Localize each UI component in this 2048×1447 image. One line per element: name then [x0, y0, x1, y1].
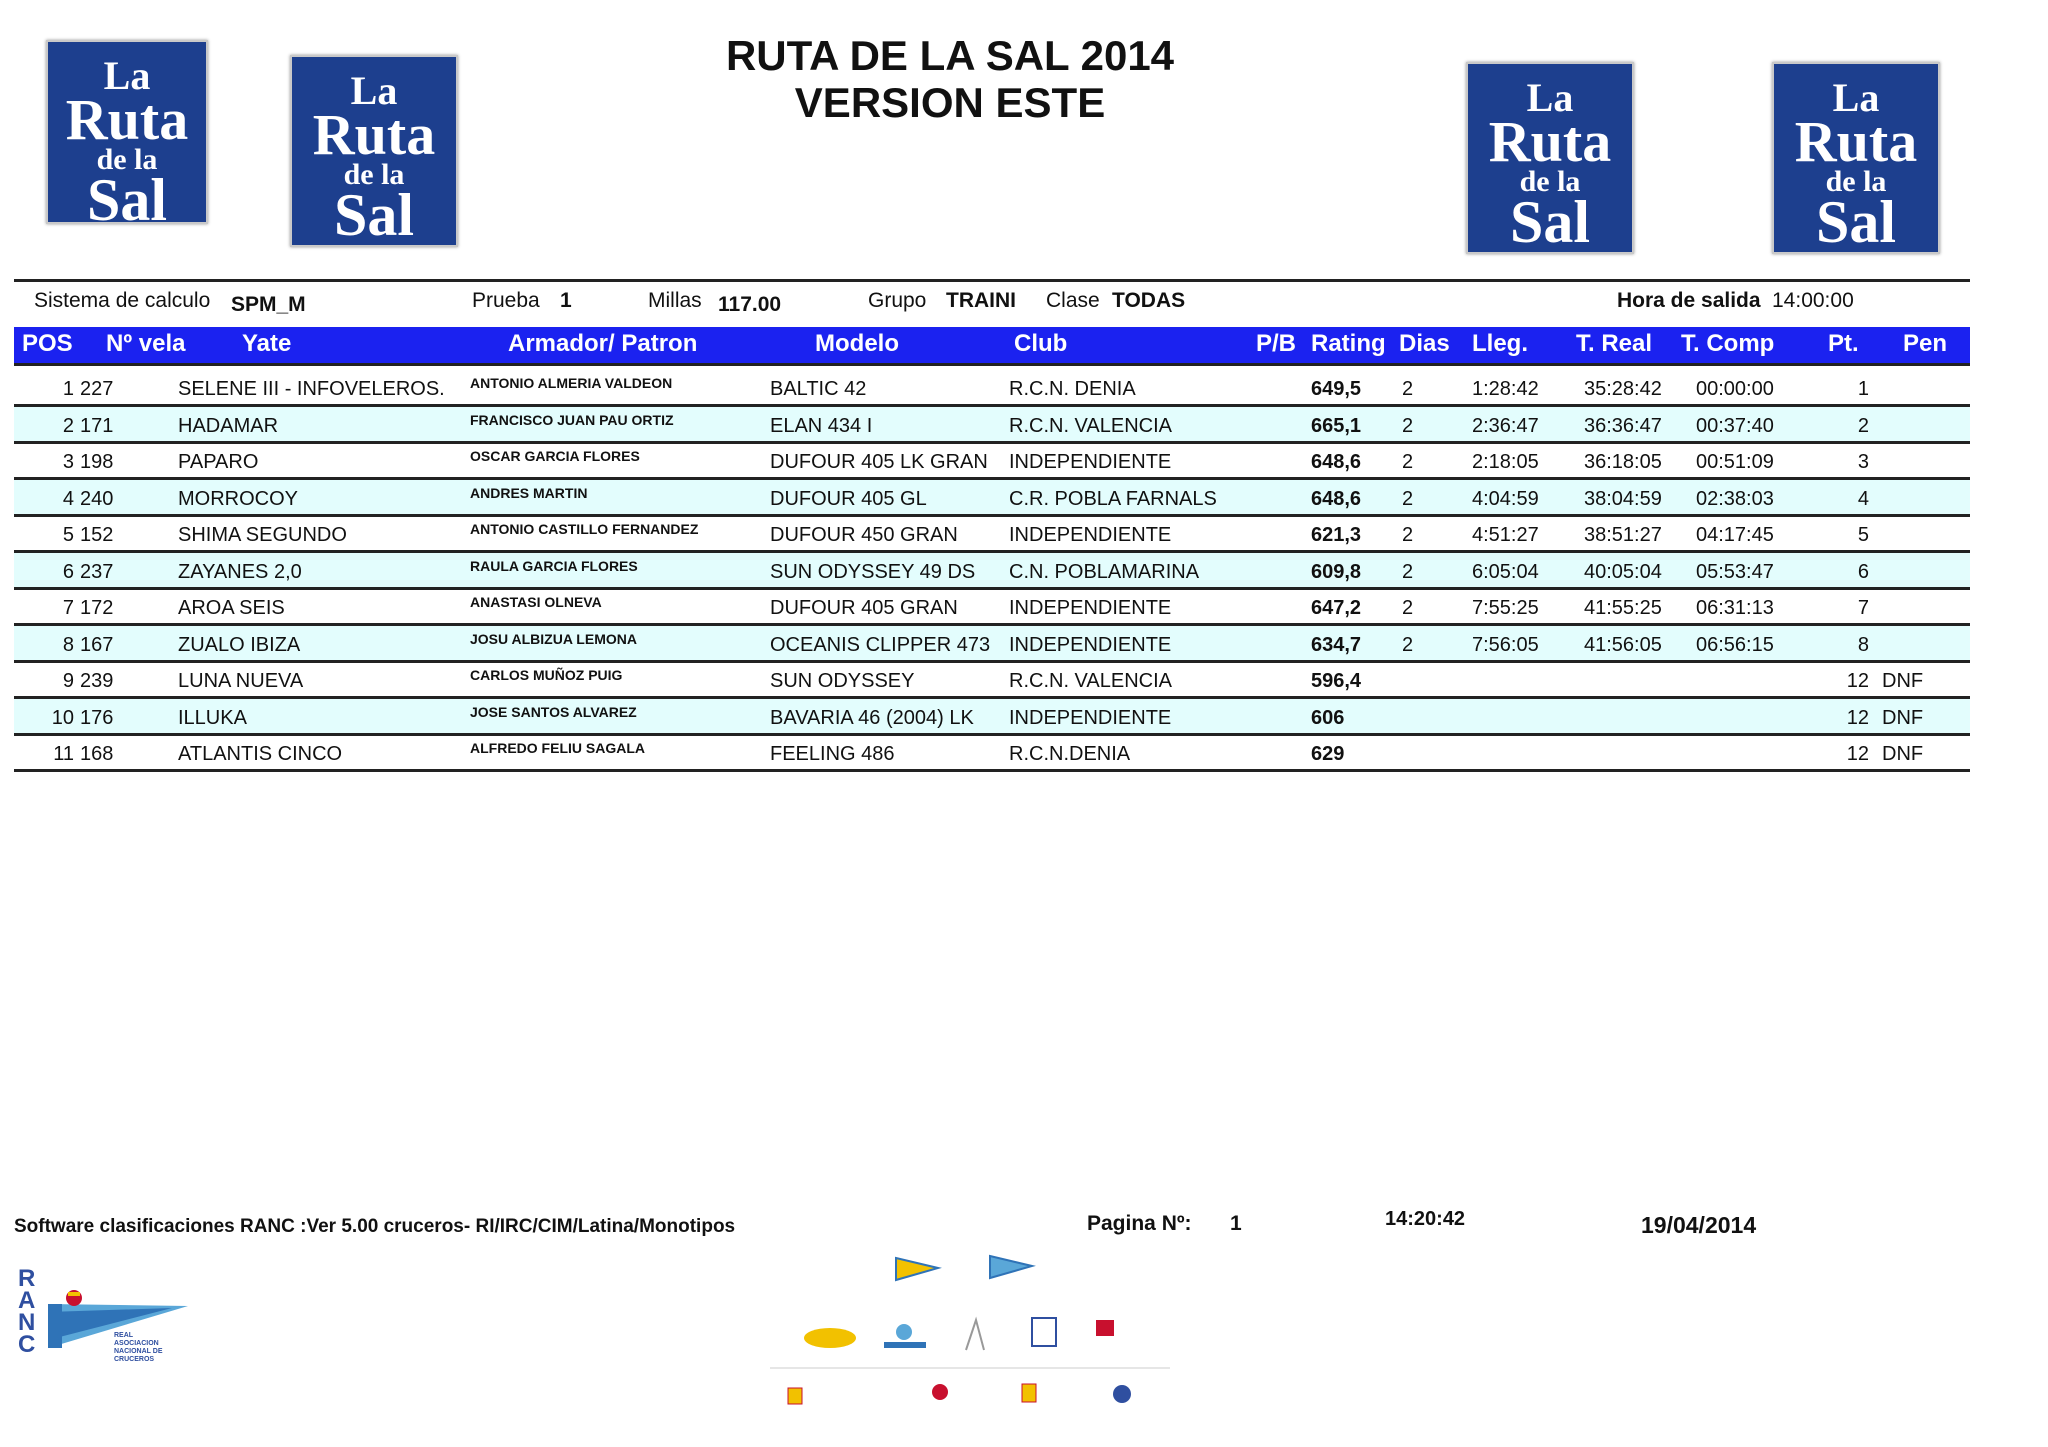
cell-yate: PAPARO [178, 451, 259, 473]
cell-vela: 237 [80, 560, 114, 583]
cell-rating: 609,8 [1311, 560, 1362, 583]
title-line-2: VERSION ESTE [794, 79, 1106, 126]
sponsor-logos-icon [770, 1250, 1170, 1430]
table-row [14, 626, 1970, 663]
cell-vela: 198 [80, 451, 114, 473]
cell-pos: 2 [62, 414, 74, 437]
table-row [14, 443, 1970, 480]
cell-club: R.C.N. VALENCIA [1009, 414, 1172, 437]
table-row [14, 735, 1970, 772]
cell-modelo: SUN ODYSSEY [770, 670, 915, 692]
table-row [14, 516, 1970, 553]
ranc-text: REAL ASOCIACION NACIONAL DE CRUCEROS [114, 1332, 163, 1363]
page-title [680, 32, 1220, 126]
cell-lleg: 4:51:27 [1472, 524, 1539, 546]
cell-treal: 38:51:27 [1584, 524, 1662, 546]
cell-treal: 38:04:59 [1584, 487, 1662, 510]
cell-dias: 2 [1402, 560, 1414, 583]
table-row [14, 370, 1970, 407]
cell-yate: SELENE III - INFOVELEROS. [178, 378, 445, 400]
cell-lleg: 2:36:47 [1472, 414, 1539, 437]
cell-rating: 647,2 [1311, 597, 1362, 619]
cell-modelo: DUFOUR 405 LK GRAN [770, 451, 988, 473]
cell-yate: ZUALO IBIZA [178, 633, 301, 656]
col-yate: Yate [242, 330, 292, 357]
cell-pt: 1 [1857, 378, 1869, 400]
cell-dias: 2 [1402, 597, 1414, 619]
ruta-logo-1: La Ruta de la Sal [46, 40, 208, 224]
millas-label: Millas [648, 289, 702, 312]
cell-pt: 4 [1857, 487, 1869, 510]
cell-vela: 227 [80, 378, 114, 400]
cell-treal: 35:28:42 [1584, 378, 1662, 400]
cell-rating: 648,6 [1311, 487, 1362, 510]
col-tcomp: T. Comp [1681, 330, 1775, 357]
cell-pt: 7 [1857, 597, 1869, 619]
header-divider [14, 363, 1970, 366]
cell-pt: 6 [1857, 560, 1869, 583]
grupo-value: TRAINI [946, 289, 1016, 312]
cell-modelo: BAVARIA 46 (2004) LK [770, 706, 974, 729]
clase-label: Clase [1046, 289, 1100, 312]
cell-treal: 36:36:47 [1584, 414, 1662, 437]
cell-armador: ANTONIO CASTILLO FERNANDEZ [470, 521, 699, 537]
cell-armador: JOSU ALBIZUA LEMONA [470, 630, 637, 647]
clase-value: TODAS [1112, 289, 1186, 312]
cell-pos: 1 [62, 378, 74, 400]
table-row [14, 662, 1970, 699]
print-date: 19/04/2014 [1641, 1212, 1757, 1238]
pagina-label: Pagina Nº: [1087, 1212, 1192, 1235]
cell-yate: HADAMAR [178, 414, 279, 437]
col-armador: Armador/ Patron [508, 330, 698, 357]
cell-vela: 172 [80, 597, 114, 619]
cell-modelo: ELAN 434 I [770, 414, 873, 437]
cell-armador: ANTONIO ALMERIA VALDEON [470, 375, 673, 391]
cell-armador: ALFREDO FELIU SAGALA [470, 740, 645, 756]
ruta-logo-4: La Ruta de la Sal [1772, 62, 1940, 254]
cell-modelo: OCEANIS CLIPPER 473 [770, 633, 991, 656]
cell-modelo: DUFOUR 405 GL [770, 487, 927, 510]
cell-vela: 171 [80, 414, 114, 437]
table-row [14, 480, 1970, 517]
cell-armador: ANDRES MARTIN [470, 484, 588, 501]
cell-yate: LUNA NUEVA [178, 670, 304, 692]
cell-vela: 240 [80, 487, 114, 510]
cell-pt: 8 [1857, 633, 1869, 656]
cell-pos: 10 [51, 706, 74, 729]
cell-club: INDEPENDIENTE [1009, 597, 1172, 619]
results-table-header [14, 327, 1970, 363]
col-club: Club [1014, 330, 1068, 357]
table-row [14, 589, 1970, 626]
cell-modelo: DUFOUR 450 GRAN [770, 524, 958, 546]
cell-yate: ATLANTIS CINCO [178, 743, 343, 765]
cell-pos: 8 [62, 633, 74, 656]
cell-tcomp: 04:17:45 [1696, 524, 1774, 546]
ranc-letters: R A N C [18, 1265, 36, 1358]
cell-armador: RAULA GARCIA FLORES [470, 557, 638, 574]
cell-tcomp: 00:37:40 [1696, 414, 1774, 437]
cell-treal: 36:18:05 [1584, 451, 1662, 473]
cell-pos: 4 [62, 487, 74, 510]
cell-rating: 621,3 [1311, 524, 1362, 546]
col-dias: Dias [1399, 330, 1450, 357]
cell-lleg: 7:55:25 [1472, 597, 1539, 619]
cell-vela: 239 [80, 670, 114, 692]
cell-lleg: 4:04:59 [1472, 487, 1539, 510]
cell-dias: 2 [1402, 524, 1414, 546]
cell-rating: 596,4 [1311, 670, 1362, 692]
cell-pt: 5 [1857, 524, 1869, 546]
cell-tcomp: 00:00:00 [1696, 378, 1774, 400]
col-treal: T. Real [1576, 330, 1653, 357]
cell-rating: 629 [1311, 743, 1345, 765]
cell-rating: 665,1 [1311, 414, 1362, 437]
table-row [14, 553, 1970, 590]
cell-modelo: FEELING 486 [770, 743, 895, 765]
cell-tcomp: 00:51:09 [1696, 451, 1774, 473]
cell-pt: 12 [1846, 670, 1869, 692]
cell-dias: 2 [1402, 378, 1414, 400]
sistema-label: Sistema de calculo [34, 289, 211, 312]
cell-lleg: 6:05:04 [1472, 560, 1539, 583]
cell-treal: 41:56:05 [1584, 633, 1662, 656]
cell-pos: 11 [53, 743, 74, 765]
table-row [14, 699, 1970, 736]
cell-club: INDEPENDIENTE [1009, 633, 1172, 656]
cell-pt: 2 [1857, 414, 1869, 437]
cell-club: R.C.N.DENIA [1009, 743, 1131, 765]
cell-armador: OSCAR GARCIA FLORES [470, 448, 640, 464]
cell-pt: 12 [1846, 706, 1869, 729]
cell-pos: 7 [62, 597, 74, 619]
cell-armador: JOSE SANTOS ALVAREZ [470, 703, 637, 720]
cell-treal: 40:05:04 [1584, 560, 1662, 583]
cell-yate: ZAYANES 2,0 [178, 560, 302, 583]
cell-vela: 152 [80, 524, 114, 546]
cell-treal: 41:55:25 [1584, 597, 1662, 619]
cell-pos: 6 [62, 560, 74, 583]
cell-club: C.R. POBLA FARNALS [1009, 487, 1217, 510]
ruta-logo-2: La Ruta de la Sal [290, 55, 458, 247]
cell-rating: 648,6 [1311, 451, 1362, 473]
col-lleg: Lleg. [1472, 330, 1529, 357]
cell-pos: 5 [62, 524, 74, 546]
cell-rating: 649,5 [1311, 378, 1362, 400]
cell-tcomp: 05:53:47 [1696, 560, 1774, 583]
cell-pen: DNF [1882, 706, 1924, 729]
sponsor-logos [770, 1250, 1170, 1430]
cell-yate: SHIMA SEGUNDO [178, 524, 347, 546]
cell-vela: 167 [80, 633, 114, 656]
cell-rating: 634,7 [1311, 633, 1362, 656]
cell-pen: DNF [1882, 743, 1924, 765]
ruta-logo-3: La Ruta de la Sal [1466, 62, 1634, 254]
cell-club: INDEPENDIENTE [1009, 706, 1172, 729]
cell-dias: 2 [1402, 487, 1414, 510]
cell-club: R.C.N. VALENCIA [1009, 670, 1172, 692]
cell-club: INDEPENDIENTE [1009, 524, 1172, 546]
ranc-logo [14, 1262, 194, 1382]
cell-yate: ILLUKA [178, 706, 247, 729]
top-divider [14, 279, 1970, 282]
cell-club: C.N. POBLAMARINA [1009, 560, 1200, 583]
hora-label: Hora de salida [1617, 289, 1761, 312]
cell-dias: 2 [1402, 414, 1414, 437]
cell-pt: 12 [1846, 743, 1869, 765]
col-pen: Pen [1903, 330, 1948, 357]
cell-yate: MORROCOY [178, 487, 298, 510]
cell-pen: DNF [1882, 670, 1924, 692]
cell-pos: 9 [62, 670, 74, 692]
col-vela: Nº vela [106, 330, 186, 357]
cell-tcomp: 02:38:03 [1696, 487, 1774, 510]
col-rating: Rating [1311, 330, 1386, 357]
cell-pos: 3 [62, 451, 74, 473]
hora-value: 14:00:00 [1772, 289, 1854, 312]
cell-armador: CARLOS MUÑOZ PUIG [470, 667, 623, 683]
col-pt: Pt. [1828, 330, 1859, 357]
millas-value: 117.00 [718, 293, 782, 316]
cell-tcomp: 06:31:13 [1696, 597, 1774, 619]
prueba-label: Prueba [472, 289, 540, 312]
cell-modelo: BALTIC 42 [770, 378, 867, 400]
cell-armador: ANASTASI OLNEVA [470, 594, 602, 610]
cell-armador: FRANCISCO JUAN PAU ORTIZ [470, 411, 674, 428]
cell-yate: AROA SEIS [178, 597, 285, 619]
pagina-value: 1 [1230, 1212, 1242, 1235]
cell-pt: 3 [1857, 451, 1869, 473]
cell-vela: 176 [80, 706, 114, 729]
sistema-value: SPM_M [231, 293, 306, 316]
title-line-1: RUTA DE LA SAL 2014 [725, 32, 1175, 79]
cell-club: INDEPENDIENTE [1009, 451, 1172, 473]
prueba-value: 1 [560, 289, 572, 312]
print-time: 14:20:42 [1385, 1208, 1466, 1230]
cell-tcomp: 06:56:15 [1696, 633, 1774, 656]
cell-dias: 2 [1402, 451, 1414, 473]
cell-modelo: DUFOUR 405 GRAN [770, 597, 958, 619]
table-row [14, 407, 1970, 444]
cell-lleg: 7:56:05 [1472, 633, 1539, 656]
cell-vela: 168 [80, 743, 114, 765]
cell-modelo: SUN ODYSSEY 49 DS [770, 560, 976, 583]
cell-rating: 606 [1311, 706, 1345, 729]
col-pos: POS [22, 330, 73, 357]
col-pb: P/B [1256, 330, 1297, 357]
grupo-label: Grupo [868, 289, 927, 312]
cell-lleg: 1:28:42 [1472, 378, 1539, 400]
software-credit: Software clasificaciones RANC :Ver 5.00 cruceros- RI/IRC/CIM/Latina/Monotipos [14, 1216, 736, 1237]
col-modelo: Modelo [815, 330, 899, 357]
cell-club: R.C.N. DENIA [1009, 378, 1136, 400]
cell-lleg: 2:18:05 [1472, 451, 1539, 473]
cell-dias: 2 [1402, 633, 1414, 656]
